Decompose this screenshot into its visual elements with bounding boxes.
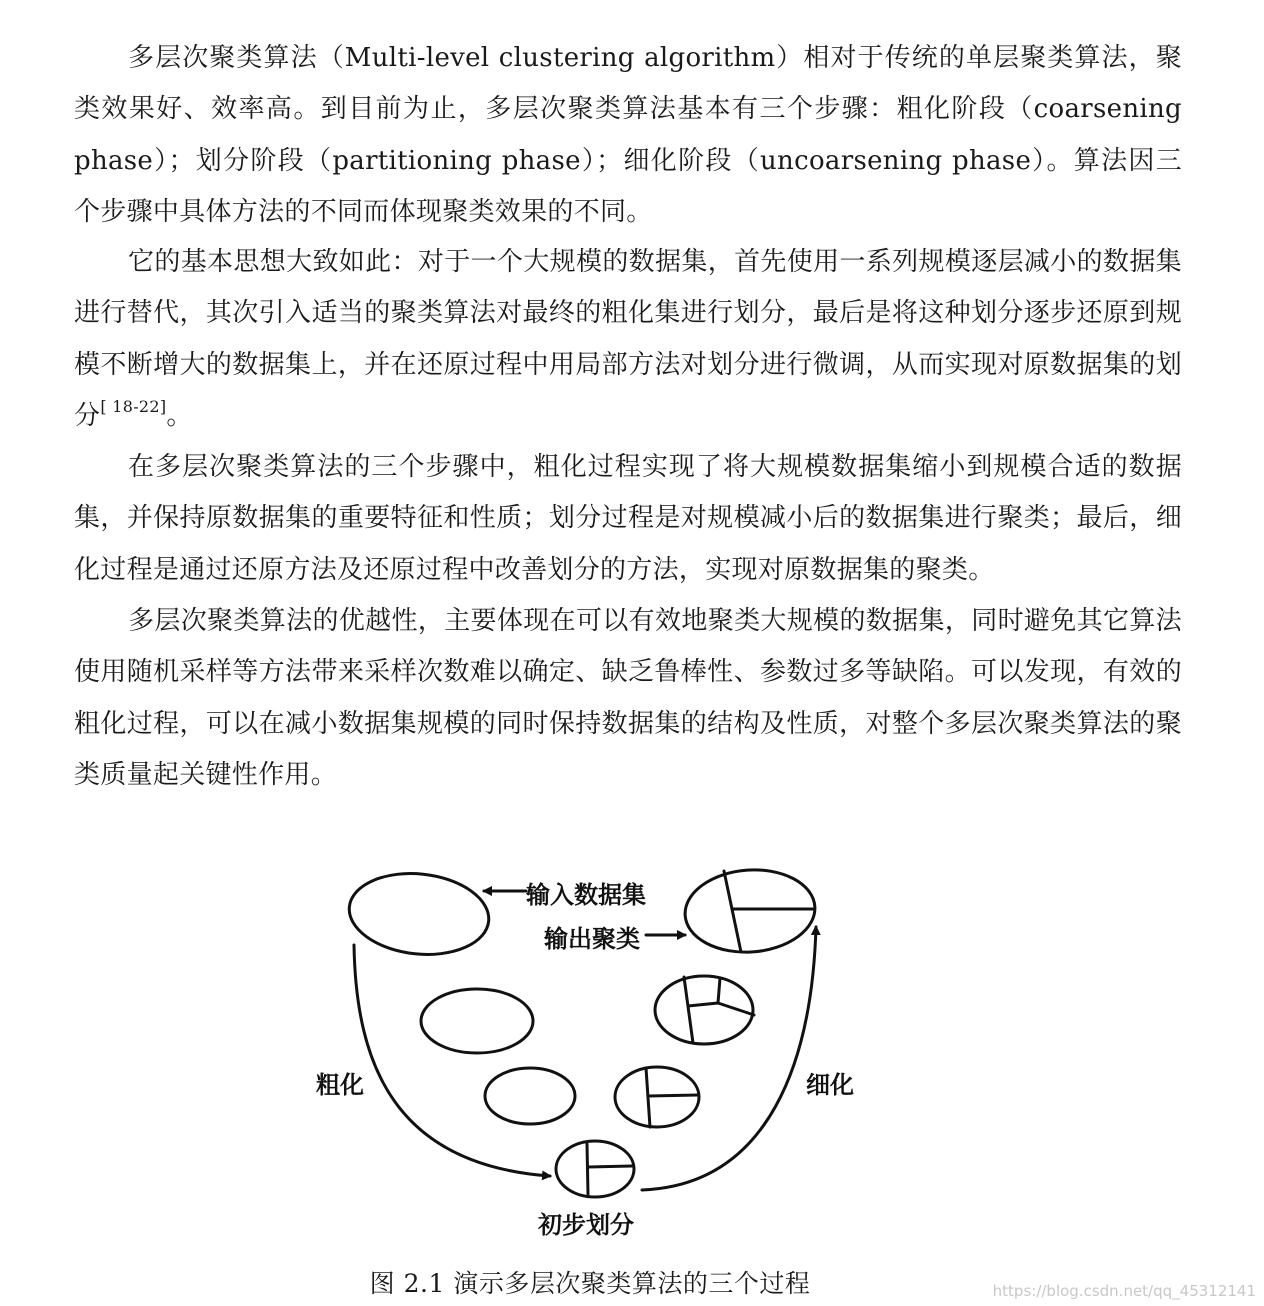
paragraph-basic-idea-text: 它的基本思想大致如此：对于一个大规模的数据集，首先使用一系列规模逐层减小的数据集进行替代，其次引入适当的聚类算法对最终的粗化集进行划分，最后是将这种划分逐步还原到规模不断增大的数据集上，并在还原过程中用局部方法对划分进行微调，从而实现对原数据集的划分 [74,247,1182,431]
coarse-level1-ellipse [421,989,533,1053]
refine-level1-lines [684,977,754,1043]
paragraph-basic-idea-tail: 。 [166,400,193,431]
paragraph-intro-text: 多层次聚类算法（Multi-level clustering algorithm）相对于传统的单层聚类算法，聚类效果好、效率高。到目前为止，多层次聚类算法基本有三个步骤：粗化阶段（coarsening phase）；划分阶段（partitioning phase）；细化阶段（uncoarsening phase）。算法因三个步骤中具体方法的不同而体现聚类效果的不同。 [74,43,1182,227]
coarse-level2-ellipse [485,1068,575,1124]
initial-partition-label: 初步划分 [538,1211,634,1239]
figure-caption: 图 2.1 演示多层次聚类算法的三个过程 [369,1269,811,1298]
figure-diagram [300,855,880,1245]
citation-reference[interactable]: [ 18-22] [100,396,167,416]
paragraph-basic-idea [74,237,1182,442]
input-dataset-ellipse [345,867,493,961]
paragraph-three-steps [74,442,1182,596]
input-dataset-label: 输入数据集 [526,881,646,909]
multilevel-clustering-figure [300,855,880,1245]
output-clusters-label: 输出聚类 [544,925,640,953]
refinement-label: 细化 [806,1071,854,1099]
paragraph-advantages [74,596,1182,801]
coarsening-arrow [354,945,550,1176]
watermark-url: https://blog.csdn.net/qq_45312141 [992,1282,1256,1300]
refinement-arrow [642,927,816,1190]
paragraph-intro [74,33,1182,238]
coarsening-label: 粗化 [316,1071,364,1099]
output-clusters-ellipse [682,866,817,957]
initial-partition-ellipse [556,1141,634,1197]
paragraph-three-steps-text: 在多层次聚类算法的三个步骤中，粗化过程实现了将大规模数据集缩小到规模合适的数据集，并保持原数据集的重要特征和性质；划分过程是对规模减小后的数据集进行聚类；最后，细化过程是通过还原方法及还原过程中改善划分的方法，实现对原数据集的聚类。 [74,452,1182,585]
paragraph-advantages-text: 多层次聚类算法的优越性，主要体现在可以有效地聚类大规模的数据集，同时避免其它算法使用随机采样等方法带来采样次数难以确定、缺乏鲁棒性、参数过多等缺陷。可以发现，有效的粗化过程，可以在减小数据集规模的同时保持数据集的结构及性质，对整个多层次聚类算法的聚类质量起关键性作用。 [74,606,1182,790]
